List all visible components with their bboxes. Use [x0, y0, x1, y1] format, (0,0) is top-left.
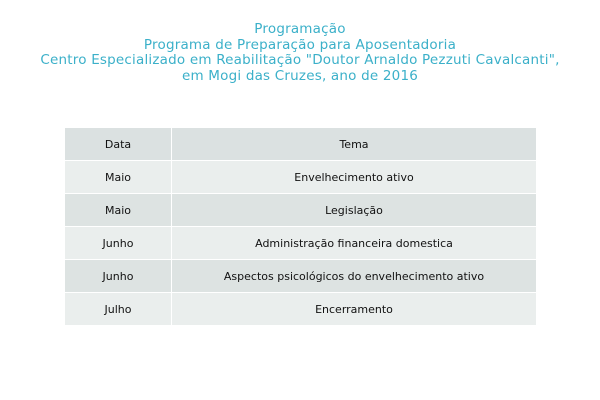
table-row — [65, 260, 536, 293]
row-tema: Envelhecimento ativo — [172, 161, 537, 194]
header-tema: Tema — [172, 128, 537, 161]
row-date: Julho — [65, 293, 172, 326]
title-line-1: Programação — [254, 21, 346, 37]
table-row — [65, 293, 536, 326]
document-title — [0, 22, 600, 84]
table-header-row — [65, 128, 536, 161]
row-tema: Legislação — [172, 194, 537, 227]
row-tema: Encerramento — [172, 293, 537, 326]
table-row — [65, 227, 536, 260]
table-row — [65, 194, 536, 227]
row-date: Maio — [65, 194, 172, 227]
header-date: Data — [65, 128, 172, 161]
row-tema: Administração financeira domestica — [172, 227, 537, 260]
title-line-4: em Mogi das Cruzes, ano de 2016 — [181, 67, 419, 84]
schedule-table — [65, 128, 536, 326]
row-date: Junho — [65, 260, 172, 293]
title-line-3: Centro Especializado em Reabilitação "Doutor Arnaldo Pezzuti Cavalcanti", — [40, 52, 560, 68]
row-date: Junho — [65, 227, 172, 260]
row-tema: Aspectos psicológicos do envelhecimento ativo — [172, 260, 537, 293]
table-row — [65, 161, 536, 194]
title-line-2: Programa de Preparação para Aposentadoria — [143, 36, 457, 53]
row-date: Maio — [65, 161, 172, 194]
